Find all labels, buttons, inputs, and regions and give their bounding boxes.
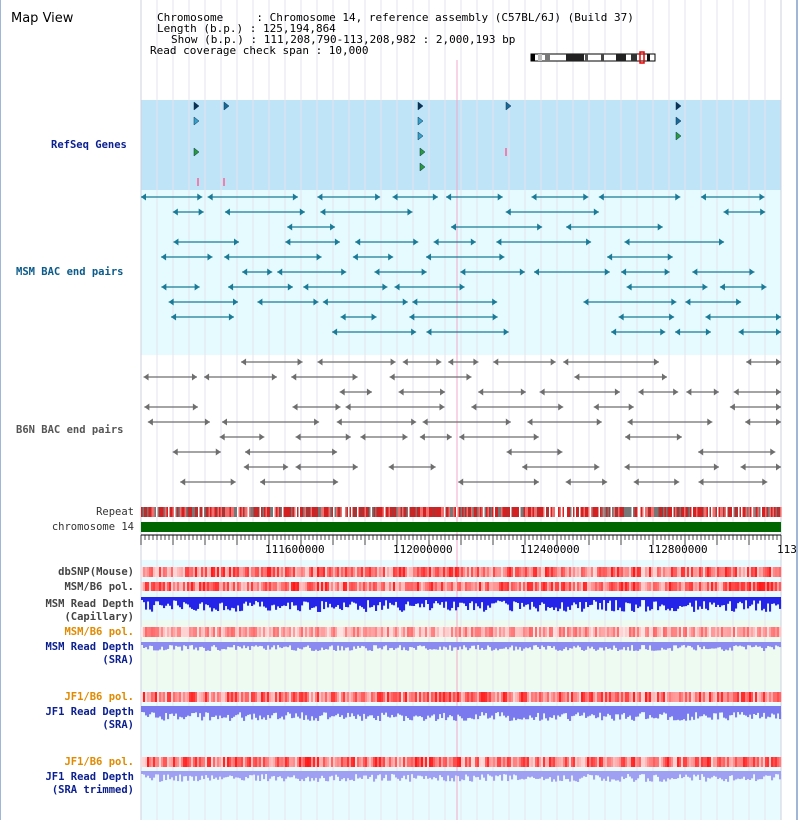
axis-tick-label: 113	[777, 543, 797, 556]
axis-tick-label: 112400000	[520, 543, 580, 556]
track-label-msm-depth-cap-sub: (Capillary)	[64, 611, 134, 623]
chromosome-bar	[141, 522, 781, 532]
track-label-msm-bac[interactable]: MSM BAC end pairs	[16, 266, 124, 278]
page-title: Map View	[11, 11, 74, 26]
track-label-msm-b6-pol: MSM/B6 pol.	[64, 581, 134, 593]
jf1-depth-sra-track	[141, 706, 781, 712]
track-label-b6n-bac[interactable]: B6N BAC end pairs	[16, 424, 124, 436]
show-range-info: Show (b.p.) : 111,208,790-113,208,982 : 2,000,193 bp	[171, 33, 516, 46]
track-label-dbsnp: dbSNP(Mouse)	[58, 566, 134, 578]
track-label-repeat: Repeat	[96, 506, 134, 518]
track-label-msm-b6-pol-sra: MSM/B6 pol.	[64, 626, 134, 638]
track-label-jf1-depth-trim-sub: (SRA trimmed)	[51, 784, 134, 796]
chromosome-info: Chromosome : Chromosome 14, reference assembly (C57BL/6J) (Build 37)	[157, 11, 634, 24]
axis-tick-label: 112800000	[648, 543, 708, 556]
track-label-chromosome: chromosome 14	[51, 521, 134, 533]
msm-depth-sra-track	[141, 642, 781, 645]
track-label-jf1-depth-sra: JF1 Read Depth	[45, 706, 134, 718]
track-label-jf1-b6-pol-2: JF1/B6 pol.	[64, 756, 134, 768]
msm-depth-capillary-track	[141, 597, 781, 600]
coverage-span-info: Read coverage check span : 10,000	[150, 44, 369, 57]
jf1-depth-trim-track	[141, 771, 781, 774]
length-info: Length (b.p.) : 125,194,864	[157, 22, 336, 35]
track-label-jf1-b6-pol: JF1/B6 pol.	[64, 691, 134, 703]
axis-tick-label: 111600000	[265, 543, 325, 556]
track-label-msm-depth-cap: MSM Read Depth	[45, 598, 134, 610]
track-label-msm-depth-sra-sub: (SRA)	[102, 654, 134, 666]
track-label-jf1-depth-trim: JF1 Read Depth	[45, 771, 134, 783]
track-label-jf1-depth-sra-sub: (SRA)	[102, 719, 134, 731]
track-label-refseq[interactable]: RefSeq Genes	[51, 139, 127, 151]
track-label-msm-depth-sra: MSM Read Depth	[45, 641, 134, 653]
axis-tick-label: 112000000	[393, 543, 453, 556]
